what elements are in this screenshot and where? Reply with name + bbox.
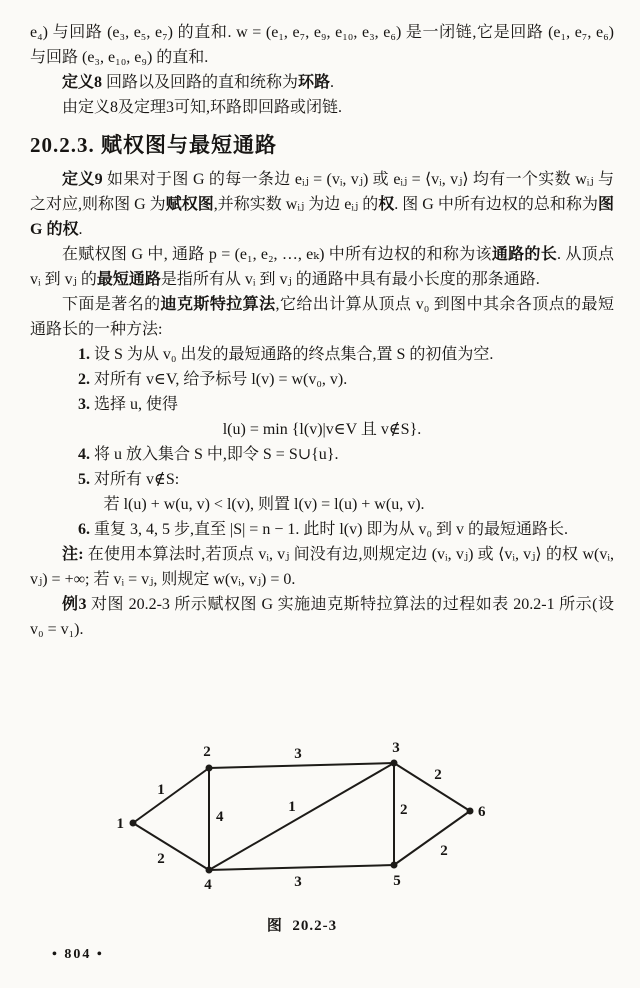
algorithm-step-1 [30, 342, 614, 367]
example-3-paragraph [30, 592, 614, 642]
note-text: 在使用本算法时,若顶点 vᵢ, vⱼ 间没有边,则规定边 (vᵢ, vⱼ) 或 ⟨vᵢ, vⱼ⟩ 的权 w(vᵢ, vⱼ) = +∞; 若 vᵢ = vⱼ, 则规定 w(vᵢ, vⱼ) = 0. [30, 546, 614, 588]
step-5-text: 对所有 v∉S: [90, 471, 180, 488]
vertex-label-1: 1 [116, 816, 124, 832]
definition-9-term-weighted-graph: 赋权图 [165, 196, 214, 213]
vertex-label-4: 4 [204, 877, 212, 893]
definition-8 [30, 70, 614, 95]
definition-8-note [30, 95, 614, 120]
algorithm-step-2 [30, 367, 614, 392]
definition-9-text-4: . [78, 221, 83, 238]
note-label: 注: [62, 546, 84, 563]
step-3-text: 选择 u, 使得 [90, 396, 179, 413]
algorithm-step-6 [30, 517, 614, 542]
edge-weight-5-6: 2 [440, 843, 448, 859]
definition-8-tail: . [330, 74, 335, 91]
edge-weight-4-5: 3 [294, 874, 302, 890]
step-4-number: 4. [78, 446, 90, 463]
definition-9-text-1: 如果对于图 G 的每一条边 eᵢⱼ = (vᵢ, vⱼ) 或 eᵢⱼ = ⟨vᵢ, vⱼ⟩ 均有一个实数 wᵢⱼ 与之对应,则称图 G 为 [30, 171, 614, 213]
definition-9-term-graph-weight: 图 G 的权 [30, 196, 614, 238]
graph-vertex-5 [391, 862, 398, 869]
page-number: • 804 • [52, 947, 104, 962]
graph-edge-4-5 [209, 865, 394, 870]
graph-vertex-1 [130, 820, 137, 827]
graph-edge-3-4 [209, 763, 394, 870]
continued-paragraph [30, 20, 614, 70]
algorithm-step-3 [30, 392, 614, 417]
definition-8-body: 回路以及回路的直和统称为 [102, 74, 299, 91]
dijkstra-algorithm-term: 迪克斯特拉算法 [160, 296, 276, 313]
vertex-label-2: 2 [203, 744, 211, 760]
graph-edge-1-4 [133, 823, 209, 870]
algorithm-step-4 [30, 442, 614, 467]
step-4-text: 将 u 放入集合 S 中,即令 S = S∪{u}. [90, 446, 339, 463]
step-5-subline: 若 l(u) + w(u, v) < l(v), 则置 l(v) = l(u) + w(u, v). [103, 496, 425, 513]
edge-weight-3-4: 1 [288, 799, 296, 815]
step-2-number: 2. [78, 371, 90, 388]
step-2-text: 对所有 v∈V, 给予标号 l(v) = w(v₀, v). [90, 371, 348, 388]
graph-edge-2-3 [209, 763, 394, 768]
vertex-label-6: 6 [478, 804, 486, 820]
body-text [30, 20, 614, 642]
step-6-number: 6. [78, 521, 90, 538]
definition-9-label: 定义9 [62, 171, 103, 188]
edge-weight-1-2: 1 [157, 782, 165, 798]
example-3-label: 例3 [62, 596, 87, 613]
definition-9-text-2: ,并称实数 wᵢⱼ 为边 eᵢⱼ 的 [213, 196, 379, 213]
graph-edge-1-2 [133, 768, 209, 823]
definition-9 [30, 167, 614, 242]
step-1-number: 1. [78, 346, 90, 363]
edge-weight-2-4: 4 [216, 809, 224, 825]
definition-9-term-weight: 权 [378, 196, 395, 213]
path-length-text-3: 是指所有从 vᵢ 到 vⱼ 的通路中具有最小长度的那条通路. [160, 271, 540, 288]
path-length-text-1: 在赋权图 G 中, 通路 p = (e₁, e₂, …, eₖ) 中所有边权的和称为该 [62, 246, 492, 263]
edge-weight-1-4: 2 [157, 851, 165, 867]
graph-vertex-6 [467, 808, 474, 815]
graph-figure-20-2-3 [0, 722, 640, 917]
edge-weight-2-3: 3 [294, 746, 302, 762]
step-3-number: 3. [78, 396, 90, 413]
graph-vertex-4 [206, 867, 213, 874]
graph-vertex-2 [206, 765, 213, 772]
edge-weight-3-5: 2 [400, 802, 408, 818]
path-length-paragraph [30, 242, 614, 292]
example-3-text: 对图 20.2-3 所示赋权图 G 实施迪克斯特拉算法的过程如表 20.2-1 所示(设 v₀ = v₁). [30, 596, 614, 638]
figure-caption: 图 20.2-3 [266, 918, 338, 934]
dijkstra-intro-paragraph [30, 292, 614, 342]
continued-paragraph-text: e₄) 与回路 (e₃, e₅, e₇) 的直和. w = (e₁, e₇, e₉, e₁₀, e₃, e₆) 是一闭链,它是回路 (e₁, e₇, e₆) 与回路 (e₃, e₁₀, e₉) 的直和. [30, 24, 614, 66]
definition-8-note-text: 由定义8及定理3可知,环路即回路或闭链. [62, 99, 343, 116]
definition-9-text-3: . 图 G 中所有边权的总和称为 [394, 196, 598, 213]
vertex-label-3: 3 [392, 740, 400, 756]
dijkstra-intro-text-1: 下面是著名的 [62, 296, 161, 313]
step-1-text: 设 S 为从 v₀ 出发的最短通路的终点集合,置 S 的初值为空. [90, 346, 494, 363]
step-5-number: 5. [78, 471, 90, 488]
vertex-label-5: 5 [393, 873, 401, 889]
graph-vertex-3 [391, 760, 398, 767]
edge-weight-3-6: 2 [434, 767, 442, 783]
weighted-graph-diagram [0, 722, 640, 917]
definition-8-label: 定义8 [62, 74, 103, 91]
section-heading: 20.2.3. 赋权图与最短通路 [30, 133, 277, 157]
path-length-text-2: . 从顶点 vᵢ 到 vⱼ 的 [30, 246, 614, 288]
path-length-term: 通路的长 [491, 246, 558, 263]
step-3-formula: l(u) = min {l(v)|v∈V 且 v∉S}. [222, 421, 422, 438]
algorithm-step-5 [30, 467, 614, 492]
step-6-text: 重复 3, 4, 5 步,直至 |S| = n − 1. 此时 l(v) 即为从 v₀ 到 v 的最短通路长. [90, 521, 569, 538]
shortest-path-term: 最短通路 [96, 271, 161, 288]
dijkstra-intro-text-2: ,它给出计算从顶点 v₀ 到图中其余各顶点的最短通路长的一种方法: [30, 296, 614, 338]
note-paragraph [30, 542, 614, 592]
definition-8-term: 环路 [298, 74, 331, 91]
graph-edge-5-6 [394, 811, 470, 865]
